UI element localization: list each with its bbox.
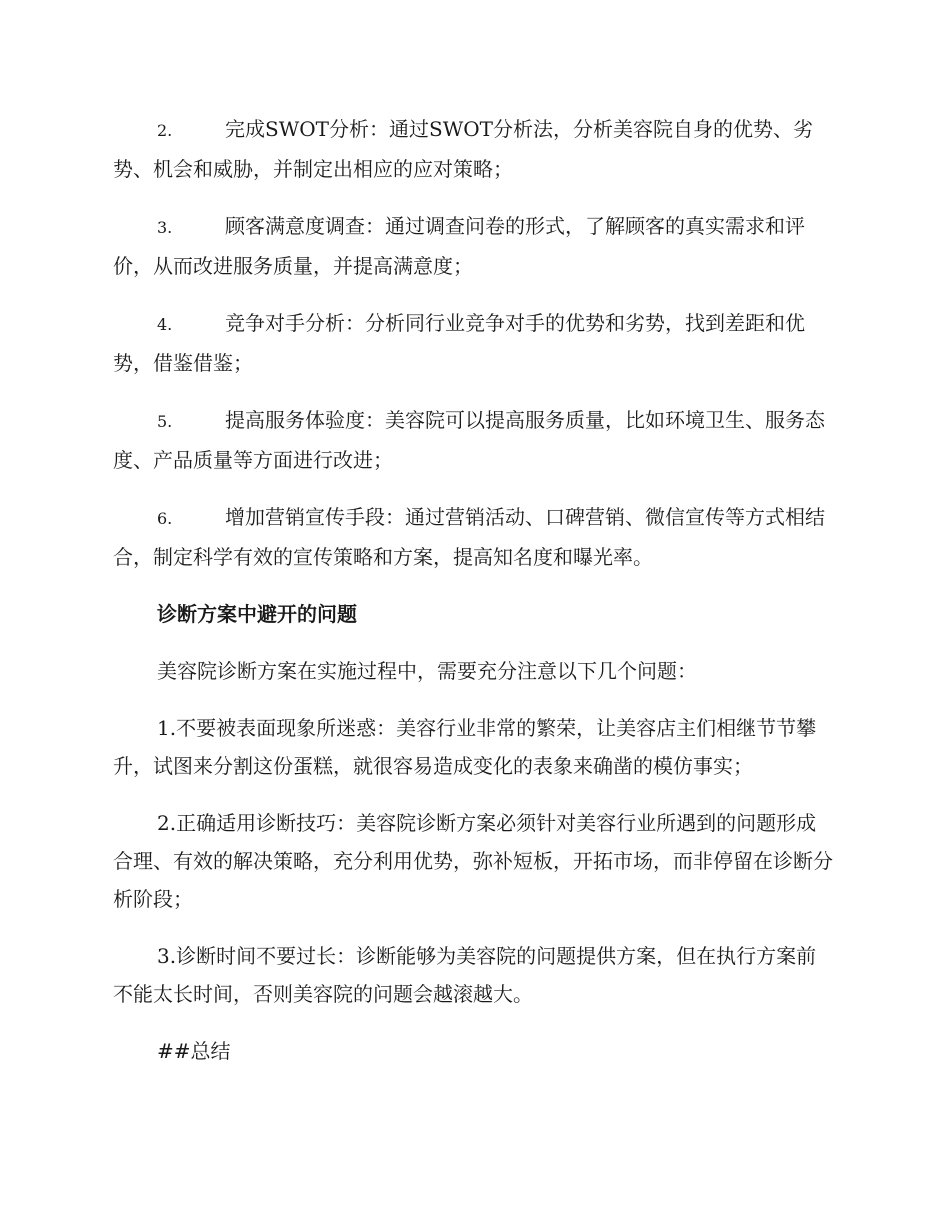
list-item [113, 207, 835, 285]
section-point: 2.正确适用诊断技巧：美容院诊断方案必须针对美容行业所遇到的问题形成合理、有效的解决策略，充分利用优势，弥补短板，开拓市场，而非停留在诊断分析阶段； [113, 811, 833, 911]
list-text: 顾客满意度调查：通过调查问卷的形式，了解顾客的真实需求和评价，从而改进服务质量，并提高满意度； [113, 214, 805, 278]
list-number: 3. [157, 218, 173, 237]
section-heading: 诊断方案中避开的问题 [157, 602, 357, 626]
list-number: 4. [157, 315, 173, 334]
list-number: 6. [157, 509, 173, 528]
closing-heading: ##总结 [157, 1039, 231, 1063]
list-item [113, 110, 835, 188]
list-text: 提高服务体验度：美容院可以提高服务质量，比如环境卫生、服务态度、产品质量等方面进行改进； [113, 408, 825, 472]
list-number: 2. [157, 121, 173, 140]
section-point: 1.不要被表面现象所迷惑：美容行业非常的繁荣，让美容店主们相继节节攀升，试图来分割这份蛋糕，就很容易造成变化的表象来确凿的模仿事实； [113, 716, 817, 778]
list-item [113, 498, 835, 576]
section-point: 3.诊断时间不要过长：诊断能够为美容院的问题提供方案，但在执行方案前不能太长时间，否则美容院的问题会越滚越大。 [113, 944, 817, 1006]
list-number: 5. [157, 412, 173, 431]
list-text: 竞争对手分析：分析同行业竞争对手的优势和劣势，找到差距和优势，借鉴借鉴； [113, 311, 805, 375]
list-item [113, 304, 835, 382]
section-intro: 美容院诊断方案在实施过程中，需要充分注意以下几个问题： [157, 659, 697, 683]
list-text: 增加营销宣传手段：通过营销活动、口碑营销、微信宣传等方式相结合，制定科学有效的宣传策略和方案，提高知名度和曝光率。 [113, 505, 825, 569]
document-body [113, 110, 835, 1089]
list-text: 完成SWOT分析：通过SWOT分析法，分析美容院自身的优势、劣势、机会和威胁，并制定出相应的应对策略； [113, 117, 813, 181]
list-item [113, 401, 835, 479]
